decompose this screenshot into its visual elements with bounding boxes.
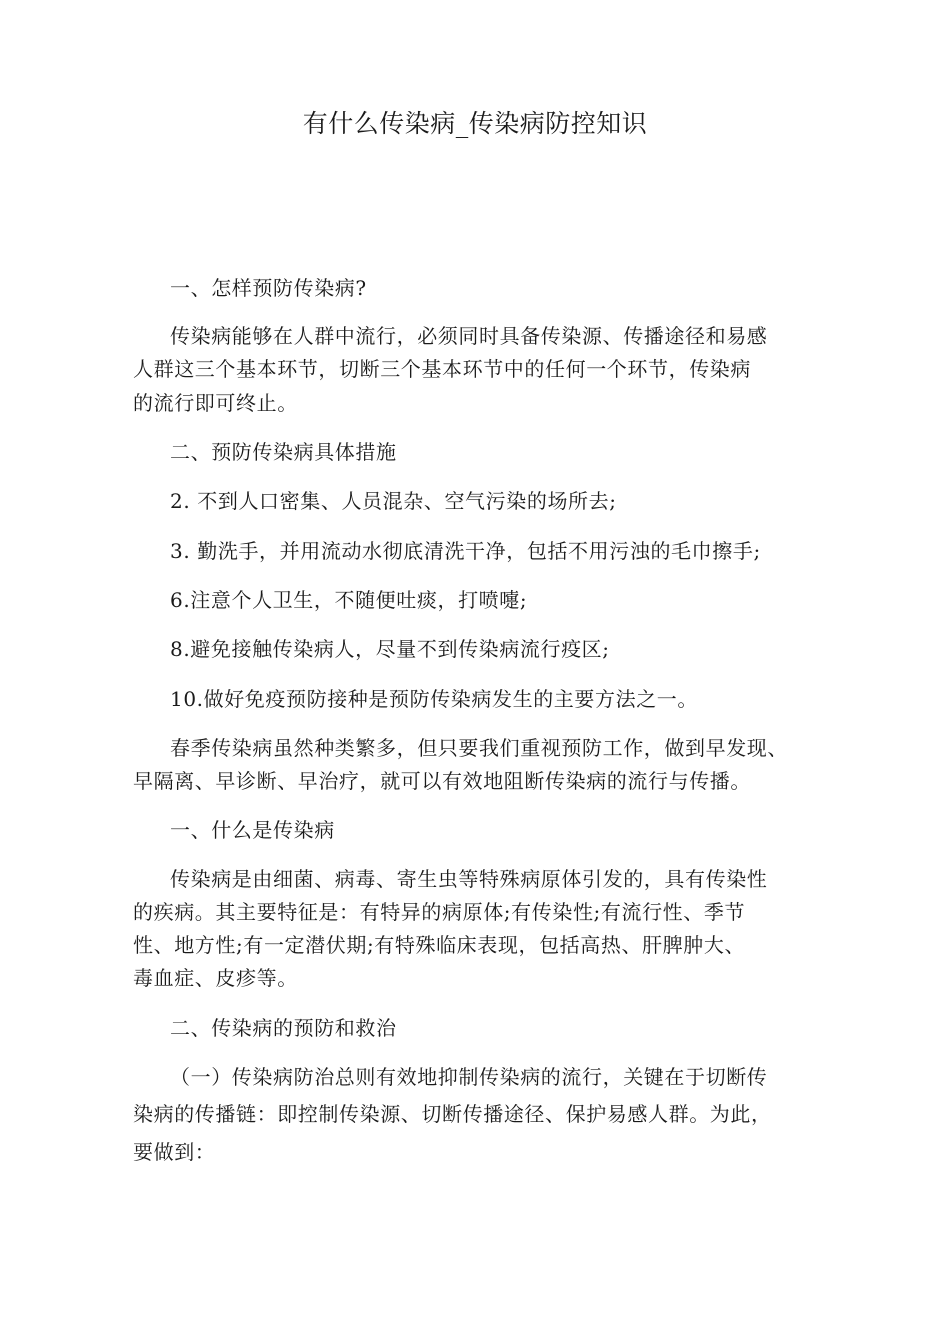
paragraph-line: 的流行即可终止。 xyxy=(133,391,298,415)
paragraph-line: 性、地方性;有一定潜伏期;有特殊临床表现，包括高热、肝脾肿大、 xyxy=(133,933,746,957)
paragraph-line: 传染病能够在人群中流行，必须同时具备传染源、传播途径和易感 xyxy=(170,324,768,348)
list-item: 3. 勤洗手，并用流动水彻底清洗干净，包括不用污浊的毛巾擦手; xyxy=(170,539,761,563)
paragraph-line: 毒血症、皮疹等。 xyxy=(133,966,298,990)
paragraph-line: 春季传染病虽然种类繁多，但只要我们重视预防工作，做到早发现、 xyxy=(170,736,788,760)
list-item: 8.避免接触传染病人，尽量不到传染病流行疫区; xyxy=(170,637,610,661)
paragraph-line: 传染病是由细菌、病毒、寄生虫等特殊病原体引发的，具有传染性 xyxy=(170,867,768,891)
list-item: 2. 不到人口密集、人员混杂、空气污染的场所去; xyxy=(170,489,617,513)
paragraph-line: （一）传染病防治总则有效地抑制传染病的流行，关键在于切断传 xyxy=(170,1065,768,1089)
paragraph-line: 要做到： xyxy=(133,1140,216,1164)
section-heading: 二、传染病的预防和救治 xyxy=(170,1016,397,1040)
paragraph-line: 人群这三个基本环节，切断三个基本环节中的任何一个环节，传染病 xyxy=(133,357,751,381)
document-title: 有什么传染病_传染病防控知识 xyxy=(302,109,648,138)
section-heading: 一、怎样预防传染病? xyxy=(170,276,367,300)
paragraph-line: 早隔离、早诊断、早治疗，就可以有效地阻断传染病的流行与传播。 xyxy=(133,769,751,793)
list-item: 10.做好免疫预防接种是预防传染病发生的主要方法之一。 xyxy=(170,687,699,711)
paragraph-line: 的疾病。其主要特征是：有特异的病原体;有传染性;有流行性、季节 xyxy=(133,900,746,924)
paragraph-line: 染病的传播链：即控制传染源、切断传播途径、保护易感人群。为此， xyxy=(133,1102,772,1126)
list-item: 6.注意个人卫生，不随便吐痰，打喷嚏; xyxy=(170,588,528,612)
section-heading: 二、预防传染病具体措施 xyxy=(170,440,397,464)
section-heading: 一、什么是传染病 xyxy=(170,818,335,842)
